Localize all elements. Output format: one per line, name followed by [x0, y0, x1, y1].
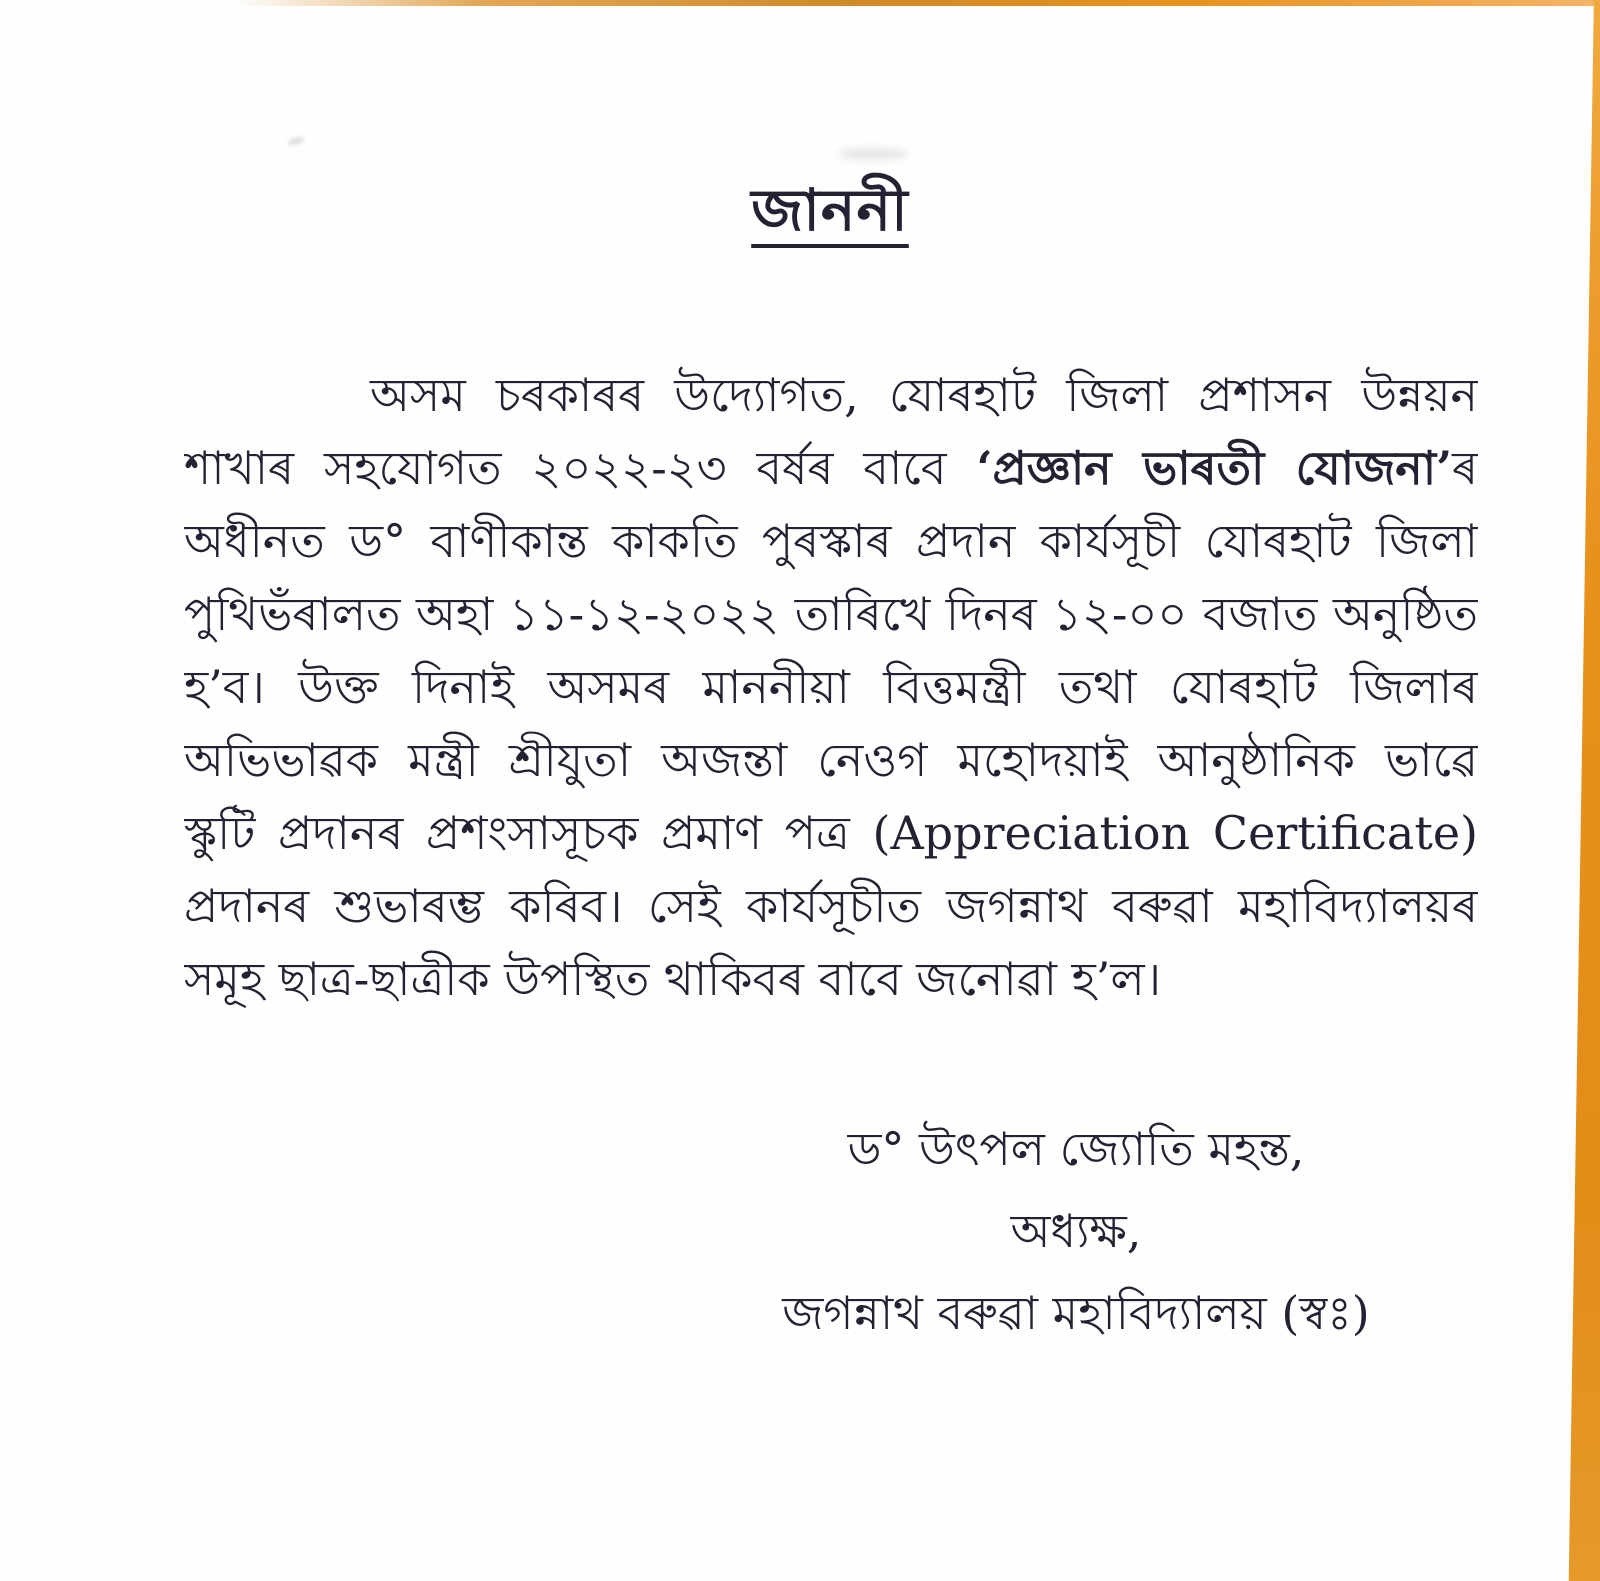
body-line-8: প্ৰদানৰ শুভাৰম্ভ কৰিব। সেই কাৰ্যসূচীত জগন্নাথ বৰুৱা মহাবিদ্যালয়ৰ	[184, 879, 1478, 933]
body-line-5: হ’ব। উক্ত দিনাই অসমৰ মাননীয়া বিত্তমন্ত্ৰী তথা যোৰহাট জিলাৰ	[184, 660, 1478, 714]
body-line-9: সমূহ ছাত্ৰ-ছাত্ৰীক উপস্থিত থাকিবৰ বাবে জনোৱা হ’ল।	[184, 952, 1162, 1006]
notice-title: জাননী	[751, 176, 909, 244]
signatory-institution: জগন্নাথ বৰুৱা মহাবিদ্যালয় (স্বঃ)	[782, 1286, 1370, 1340]
body-line-7: স্কুটি প্ৰদানৰ প্ৰশংসাসূচক প্ৰমাণ পত্ৰ (Appreciation Certificate)	[184, 806, 1478, 860]
signatory-name: ড° উৎপল জ্যোতি মহন্ত,	[847, 1122, 1305, 1176]
signature-block	[756, 1108, 1396, 1354]
body-line-2-post: ৰ	[1452, 441, 1478, 495]
body-line-2-pre: শাখাৰ সহযোগত ২০২২-২৩ বৰ্ষৰ বাবে	[184, 441, 977, 495]
scheme-name-bold: ‘প্ৰজ্ঞান ভাৰতী যোজনা’	[976, 441, 1453, 495]
signatory-designation: অধ্যক্ষ,	[1010, 1204, 1142, 1258]
body-line-6: অভিভাৱক মন্ত্ৰী শ্ৰীযুতা অজন্তা নেওগ মহোদয়াই আনুষ্ঠানিক ভাৱে	[184, 733, 1478, 787]
body-line-3: অধীনত ড° বাণীকান্ত কাকতি পুৰস্কাৰ প্ৰদান কাৰ্যসূচী যোৰহাট জিলা	[184, 514, 1478, 568]
body-line-2	[184, 432, 1478, 505]
notice-body	[184, 359, 1478, 1016]
body-line-4: পুথিভঁৰালত অহা ১১-১২-২০২২ তাৰিখে দিনৰ ১২-০০ বজাত অনুষ্ঠিত	[184, 587, 1478, 641]
body-line-1: অসম চৰকাৰৰ উদ্যোগত, যোৰহাট জিলা প্ৰশাসন উন্নয়ন	[370, 368, 1478, 422]
scan-smudge	[838, 148, 908, 160]
paper-edge-top	[235, 0, 1600, 6]
